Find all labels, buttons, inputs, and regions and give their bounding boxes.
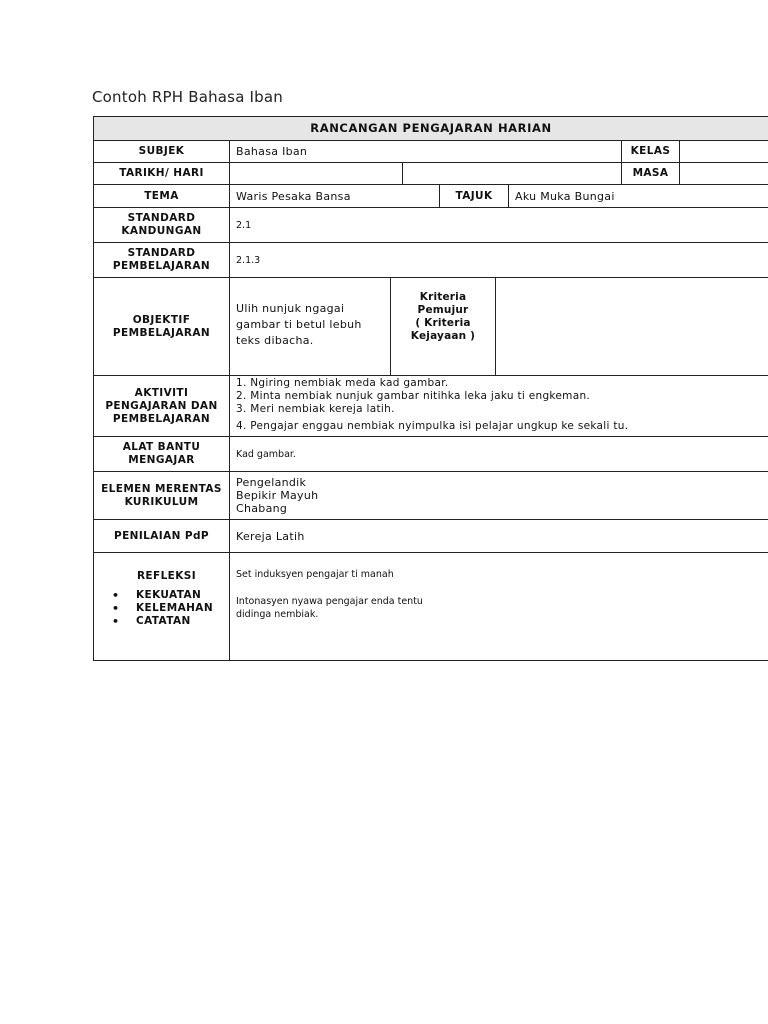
kelas-value bbox=[680, 141, 768, 163]
tema-label: TEMA bbox=[94, 185, 230, 208]
elemen-value bbox=[230, 472, 768, 520]
penilaian-label: PENILAIAN PdP bbox=[94, 520, 230, 553]
standard-pembelajaran-label-line2: PEMBELAJARAN bbox=[112, 260, 211, 272]
elemen-item: Bepikir Mayuh bbox=[236, 489, 319, 502]
aktiviti-label-line: PEMBELAJARAN bbox=[112, 412, 211, 425]
tarikh-label: TARIKH/ HARI bbox=[94, 163, 230, 185]
objektif-value bbox=[230, 278, 391, 376]
aktiviti-label bbox=[94, 376, 230, 437]
elemen-item: Chabang bbox=[236, 502, 288, 515]
standard-pembelajaran-label bbox=[94, 243, 230, 278]
standard-kandungan-label-line1: STANDARD bbox=[127, 212, 196, 224]
elemen-label-line2: KURIKULUM bbox=[124, 495, 199, 508]
tajuk-value: Aku Muka Bungai bbox=[509, 185, 768, 208]
elemen-label-line1: ELEMEN MERENTAS bbox=[101, 482, 222, 495]
alat-bantu-label-line2: MENGAJAR bbox=[128, 454, 195, 466]
masa-label: MASA bbox=[622, 163, 680, 185]
refleksi-value bbox=[230, 553, 768, 661]
standard-pembelajaran-label-line1: STANDARD bbox=[127, 247, 196, 259]
subjek-label: SUBJEK bbox=[94, 141, 230, 163]
standard-kandungan-value: 2.1 bbox=[230, 208, 768, 243]
rph-table bbox=[93, 116, 768, 661]
kelas-label: KELAS bbox=[622, 141, 680, 163]
objektif-line: teks dibacha. bbox=[236, 334, 314, 347]
subjek-value: Bahasa Iban bbox=[230, 141, 622, 163]
objektif-label-line2: PEMBELAJARAN bbox=[112, 326, 211, 339]
elemen-item: Pengelandik bbox=[236, 476, 307, 489]
aktiviti-item: 3. Meri nembiak kereja latih. bbox=[236, 403, 395, 415]
penilaian-value: Kereja Latih bbox=[230, 520, 768, 553]
document-title: Contoh RPH Bahasa Iban bbox=[92, 88, 284, 106]
objektif-line: Ulih nunjuk ngagai bbox=[236, 302, 345, 315]
aktiviti-label-line: PENGAJARAN DAN bbox=[105, 399, 218, 412]
kriteria-line: ( Kriteria bbox=[415, 317, 471, 329]
alat-bantu-label-line1: ALAT BANTU bbox=[122, 441, 201, 453]
standard-kandungan-label bbox=[94, 208, 230, 243]
refleksi-title: REFLEKSI bbox=[136, 570, 197, 582]
refleksi-note: Intonasyen nyawa pengajar enda tentu bbox=[236, 596, 423, 607]
elemen-label bbox=[94, 472, 230, 520]
standard-kandungan-label-line2: KANDUNGAN bbox=[121, 225, 202, 237]
masa-value bbox=[680, 163, 768, 185]
aktiviti-item: 4. Pengajar enggau nembiak nyimpulka isi pelajar ungkup ke sekali tu. bbox=[236, 420, 629, 432]
hari-value bbox=[403, 163, 622, 185]
refleksi-bullet: • CATATAN bbox=[110, 615, 213, 628]
objektif-label bbox=[94, 278, 230, 376]
alat-bantu-label bbox=[94, 437, 230, 472]
refleksi-bullet: • KEKUATAN bbox=[110, 589, 213, 602]
aktiviti-value bbox=[230, 376, 768, 437]
objektif-line: gambar ti betul lebuh bbox=[236, 318, 362, 331]
kriteria-line: Kriteria bbox=[419, 291, 467, 303]
tarikh-value bbox=[230, 163, 403, 185]
kriteria-label bbox=[391, 278, 496, 376]
table-header: RANCANGAN PENGAJARAN HARIAN bbox=[94, 117, 768, 141]
refleksi-label bbox=[94, 553, 230, 661]
kriteria-line: Pemujur bbox=[417, 304, 469, 316]
objektif-label-line1: OBJEKTIF bbox=[132, 313, 191, 326]
refleksi-note: didinga nembiak. bbox=[236, 609, 319, 620]
aktiviti-item: 2. Minta nembiak nunjuk gambar nitihka leka jaku ti engkeman. bbox=[236, 390, 591, 402]
refleksi-list bbox=[110, 589, 213, 628]
standard-pembelajaran-value: 2.1.3 bbox=[230, 243, 768, 278]
refleksi-note: Set induksyen pengajar ti manah bbox=[236, 569, 394, 580]
aktiviti-label-line: AKTIVITI bbox=[134, 386, 189, 399]
refleksi-bullet: • KELEMAHAN bbox=[110, 602, 213, 615]
aktiviti-item: 1. Ngiring nembiak meda kad gambar. bbox=[236, 377, 449, 389]
kriteria-value bbox=[496, 278, 768, 376]
tema-value: Waris Pesaka Bansa bbox=[230, 185, 440, 208]
kriteria-line: Kejayaan ) bbox=[410, 330, 476, 342]
tajuk-label: TAJUK bbox=[440, 185, 509, 208]
alat-bantu-value: Kad gambar. bbox=[230, 437, 768, 472]
